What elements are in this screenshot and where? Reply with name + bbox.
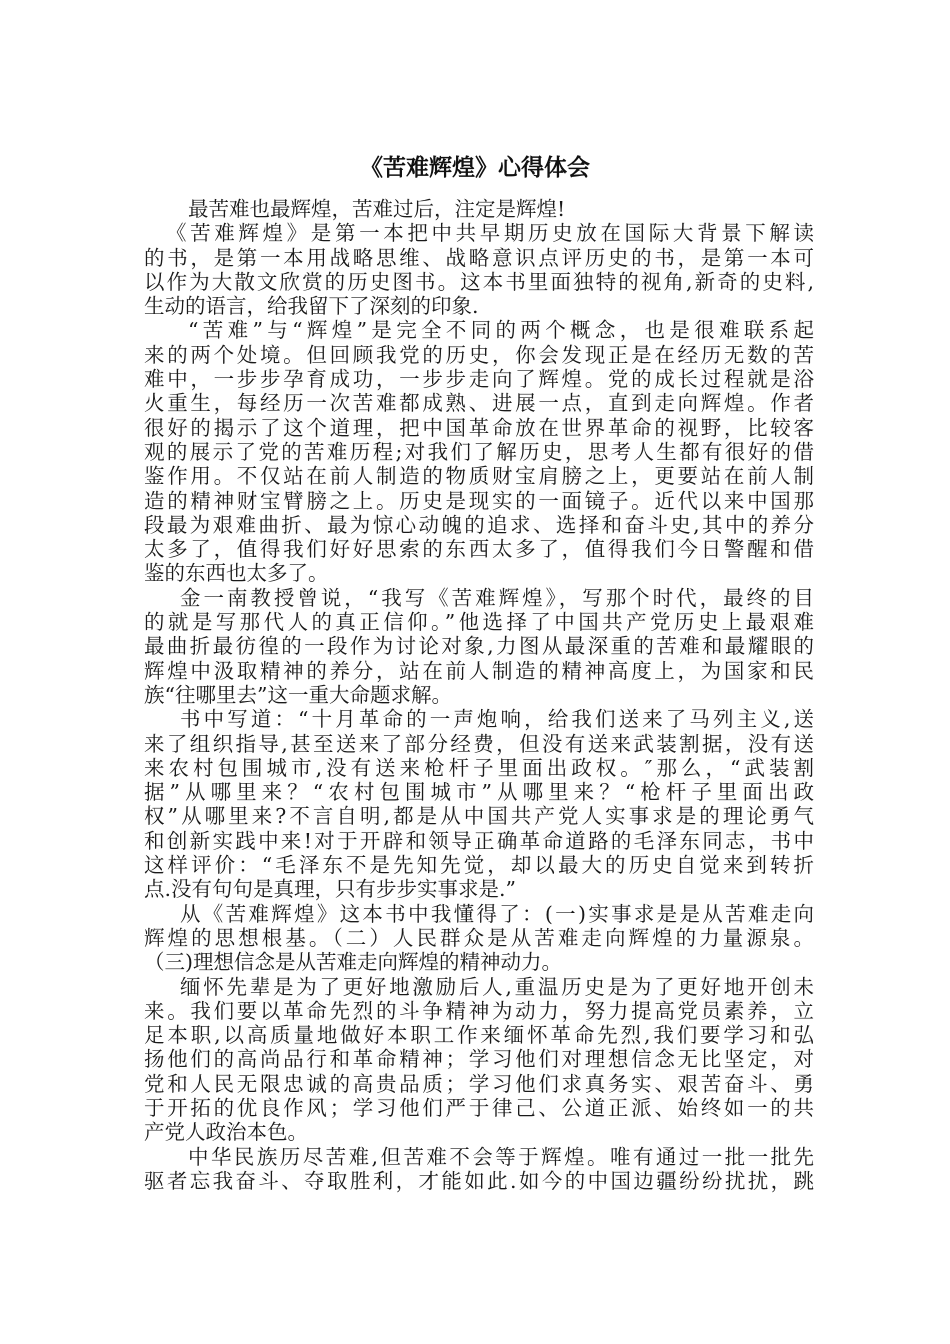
text-line: 辉煌的思想根基。（二）人民群众是从苦难走向辉煌的力量源泉。 (144, 925, 814, 950)
text-line: 的就是写那代人的真正信仰。”他选择了中国共产党历史上最艰难 (144, 610, 814, 635)
text-line: 最曲折最彷徨的一段作为讨论对象,力图从最深重的苦难和最耀眼的 (144, 634, 814, 659)
text-line: 以作为大散文欣赏的历史图书。这本书里面独特的视角,新奇的史料, (144, 269, 814, 294)
text-line: 难中，一步步孕育成功，一步步走向了辉煌。党的成长过程就是浴 (144, 367, 814, 392)
paragraph (144, 221, 814, 318)
text-line: 生动的语言，给我留下了深刻的印象. (144, 294, 479, 319)
paragraph (144, 197, 814, 221)
paragraph (144, 902, 814, 975)
text-line: “苦难”与“辉煌”是完全不同的两个概念，也是很难联系起 (188, 318, 814, 343)
text-line: 党和人民无限忠诚的高贵品质；学习他们求真务实、艰苦奋斗、勇 (144, 1071, 814, 1096)
text-line: 族“往哪里去”这一重大命题求解。 (144, 682, 452, 707)
text-line: 来的两个处境。但回顾我党的历史，你会发现正是在经历无数的苦 (144, 342, 814, 367)
text-line: 鉴作用。不仅站在前人制造的物质财宝肩膀之上，更要站在前人制 (144, 464, 814, 489)
text-line: 鉴的东西也太多了。 (144, 561, 329, 586)
text-line: 《苦难辉煌》是第一本把中共早期历史放在国际大背景下解读 (166, 221, 814, 246)
text-line: 点.没有句句是真理，只有步步实事求是.” (144, 877, 517, 902)
text-line: 来了组织指导,甚至送来了部分经费，但没有送来武装割据，没有送 (144, 731, 814, 756)
paragraph (144, 1145, 814, 1194)
text-line: 这样评价：“毛泽东不是先知先觉，却以最大的历史自觉来到转折 (144, 853, 814, 878)
text-line: 最苦难也最辉煌，苦难过后，注定是辉煌! (188, 197, 566, 221)
paragraph (144, 586, 814, 707)
text-line: 书中写道：“十月革命的一声炮响，给我们送来了马列主义,送 (180, 707, 814, 732)
text-line: （三)理想信念是从苦难走向辉煌的精神动力。 (144, 950, 562, 975)
paragraph (144, 707, 814, 901)
text-line: 驱者忘我奋斗、夺取胜利，才能如此.如今的中国边疆纷纷扰扰，跳 (144, 1168, 814, 1193)
text-line: 段最为艰难曲折、最为惊心动魄的追求、选择和奋斗史,其中的养分 (144, 512, 814, 537)
paragraph (144, 318, 814, 585)
text-line: 观的展示了党的苦难历程;对我们了解历史，思考人生都有很好的借 (144, 439, 814, 464)
text-line: 从《苦难辉煌》这本书中我懂得了：(一)实事求是是从苦难走向 (180, 901, 814, 926)
text-line: 太多了，值得我们好好思索的东西太多了，值得我们今日警醒和借 (144, 537, 814, 562)
text-line: 的书，是第一本用战略思维、战略意识点评历史的书，是第一本可 (144, 245, 814, 270)
text-line: 很好的揭示了这个道理，把中国革命放在世界革命的视野，比较客 (144, 415, 814, 440)
text-line: 产党人政治本色。 (144, 1120, 308, 1145)
text-line: 辉煌中汲取精神的养分，站在前人制造的精神高度上，为国家和民 (144, 658, 814, 683)
page-title: 《苦难辉煌》心得体会 (360, 155, 590, 181)
text-line: 造的精神财宝臂膀之上。历史是现实的一面镜子。近代以来中国那 (144, 488, 814, 513)
text-line: 来。我们要以革命先烈的斗争精神为动力，努力提高党员素养，立 (144, 998, 814, 1023)
paragraph (144, 975, 814, 1145)
text-line: 金一南教授曾说，“我写《苦难辉煌》，写那个时代，最终的目 (180, 585, 814, 610)
text-line: 权”从哪里来?不言自明,都是从中国共产党人实事求是的理论勇气 (144, 804, 814, 829)
text-line: 中华民族历尽苦难,但苦难不会等于辉煌。唯有通过一批一批先 (188, 1144, 814, 1169)
text-line: 缅怀先辈是为了更好地激励后人,重温历史是为了更好地开创未 (180, 974, 814, 999)
text-line: 来农村包围城市,没有送来枪杆子里面出政权。″那么，“武装割 (144, 755, 814, 780)
text-line: 火重生，每经历一次苦难都成熟、进展一点，直到走向辉煌。作者 (144, 391, 814, 416)
text-line: 于开拓的优良作风；学习他们严于律己、公道正派、始终如一的共 (144, 1095, 814, 1120)
text-line: 和创新实践中来!对于开辟和领导正确革命道路的毛泽东同志，书中 (144, 828, 814, 853)
text-line: 扬他们的高尚品行和革命精神；学习他们对理想信念无比坚定，对 (144, 1047, 814, 1072)
text-line: 据”从哪里来？“农村包围城市”从哪里来？“枪杆子里面出政 (144, 780, 814, 805)
text-line: 足本职,以高质量地做好本职工作来缅怀革命先烈,我们要学习和弘 (144, 1023, 814, 1048)
document-body (144, 197, 814, 1193)
